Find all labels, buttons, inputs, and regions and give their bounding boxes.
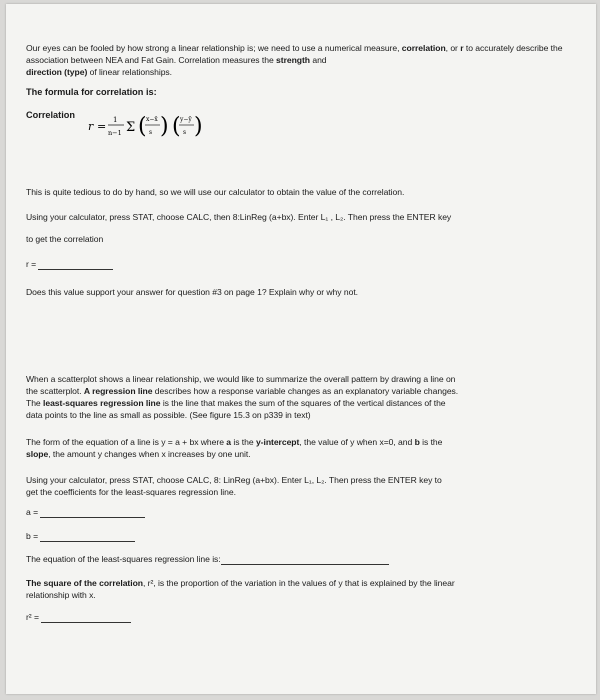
intro-text-1: Our eyes can be fooled by how strong a linear relationship is; we need to use a numerical measure, [26,43,402,53]
rsq-text-1: , r², is the proportion of the variation in the values of y that is explained by the linear [142,578,455,588]
equation-form-paragraph [26,436,556,460]
form-bold-a: a [226,437,232,447]
calc-instructions-2: to get the correlation [26,234,104,244]
paren-r2: ) [194,114,203,139]
paren-l2: ( [172,114,181,139]
coef-text-1: Using your calculator, press STAT, choose CALC, 8: LinReg (a+bx). Enter L₁, L₂. Then press the ENTER key to [26,475,442,485]
reg-text-3b: is the line that makes the sum of the squares of the vertical distances of the [160,398,446,408]
intro-bold-direction: direction (type) [26,67,88,77]
worksheet-page [6,4,596,694]
paren-l1: ( [138,114,147,139]
correlation-formula [86,108,226,144]
r-squared-label: r² = [26,612,42,622]
r-squared-answer-line [26,611,131,623]
intro-bold-strength: strength [276,55,311,65]
form-bold-slope: slope [26,449,49,459]
equation-label: The equation of the least-squares regression line is: [26,554,221,564]
rsq-text-2: relationship with x. [26,590,96,600]
reg-text-3a: The [26,398,43,408]
a-label: a = [26,507,41,517]
form-text-1c: , the value of y when x=0, and [299,437,415,447]
intro-bold-correlation: correlation [401,43,446,53]
formula-r: r [88,120,94,133]
intro-text-2: , or [445,43,461,53]
equation-answer-line [26,553,389,565]
coef-text-2: get the coefficients for the least-squares regression line. [26,487,236,497]
regression-paragraph [26,373,556,421]
formula-num-1: 1 [113,116,118,124]
form-text-1b: is the [231,437,256,447]
correlation-label: Correlation [26,110,76,120]
formula-xterm: x−x̄ [146,116,158,123]
formula-sigma: Σ [126,120,136,135]
r-label: r = [26,259,39,269]
reg-bold-lsrl: least-squares regression line [43,398,161,408]
r-squared-answer-blank[interactable] [41,613,131,623]
reg-text-2b: describes how a response variable changes as an explanatory variable changes. [152,386,459,396]
formula-heading: The formula for correlation is: [26,87,157,97]
equation-answer-blank[interactable] [221,555,389,565]
paren-r1: ) [160,114,169,139]
intro-bold-r: r [460,43,464,53]
formula-sx: s [149,129,153,136]
calc-instructions-1: Using your calculator, press STAT, choose CALC, then 8:LinReg (a+bx). Enter L₁ , L₂. Then press the ENTER key [26,212,452,222]
form-text-2: , the amount y changes when x increases by one unit. [48,449,251,459]
r-answer-blank[interactable] [38,260,113,270]
formula-equals: = [97,120,107,133]
rsq-bold: The square of the correlation [26,578,143,588]
support-question: Does this value support your answer for question #3 on page 1? Explain why or why not. [26,287,359,297]
coefficients-instructions [26,474,556,498]
tedious-line: This is quite tedious to do by hand, so we will use our calculator to obtain the value of the correlation. [26,187,405,197]
form-text-1d: is the [419,437,443,447]
intro-text-4: and [310,55,327,65]
a-answer-blank[interactable] [40,508,145,518]
form-bold-yint: y-intercept [255,437,300,447]
r-answer-line [26,258,113,270]
b-label: b = [26,531,41,541]
reg-text-1: When a scatterplot shows a linear relationship, we would like to summarize the overall pattern by drawing a line on [26,374,456,384]
form-text-1a: The form of the equation of a line is y = a + bx where [26,437,227,447]
formula-sy: s [183,129,187,136]
formula-yterm: y−ȳ [180,116,192,123]
b-answer-blank[interactable] [40,532,135,542]
a-answer-line [26,506,145,518]
intro-paragraph [26,42,566,78]
reg-text-2a: the scatterplot. [26,386,84,396]
intro-text-5: of linear relationships. [87,67,173,77]
formula-den-n: n−1 [108,129,122,137]
intro-text-3: to accurately describe the association between NEA and Fat Gain. Correlation measures the [26,43,563,65]
b-answer-line [26,530,135,542]
r-squared-paragraph [26,577,561,601]
form-bold-b: b [414,437,420,447]
reg-bold-regline: A regression line [83,386,153,396]
reg-text-4: data points to the line as small as possible. (See figure 15.3 on p339 in text) [26,410,311,420]
